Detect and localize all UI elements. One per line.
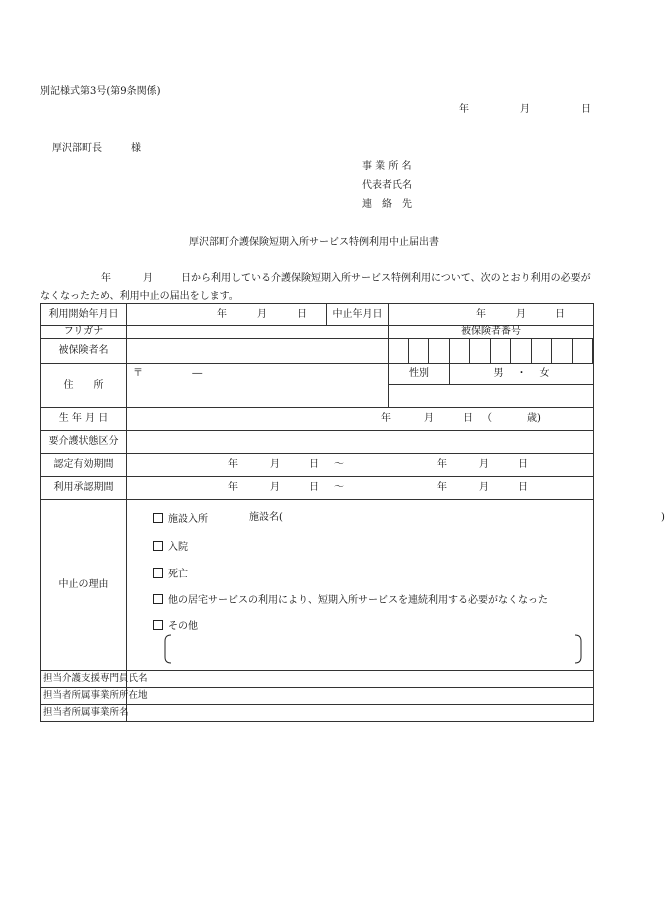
approval-from-day: 日 — [309, 482, 319, 493]
birth-day: 日 — [463, 413, 473, 424]
birth-month: 月 — [424, 413, 434, 424]
approval-to-day: 日 — [518, 482, 528, 493]
cert-period-label: 認定有効期間 — [41, 454, 127, 477]
reason-label: 中止の理由 — [41, 500, 127, 671]
age-unit: 歳) — [527, 413, 541, 424]
cert-period-field[interactable] — [127, 454, 594, 477]
facility-name-close: ) — [661, 512, 665, 523]
start-date-day: 日 — [297, 308, 307, 320]
postal-mark: 〒 — [133, 368, 143, 379]
approval-from-year: 年 — [228, 482, 238, 493]
manager-office-address-label: 担当者所属事業所所在地 — [41, 688, 127, 705]
intro-year: 年 — [101, 273, 111, 284]
row-address-top — [41, 364, 594, 385]
care-level-label: 要介護状態区分 — [41, 431, 127, 454]
checkbox-icon[interactable] — [153, 541, 163, 551]
insured-name-label: 被保険者名 — [41, 339, 127, 364]
stop-date-field[interactable] — [389, 304, 594, 326]
addressee-name: 厚沢部町長 — [52, 143, 102, 154]
reason-other-service-option[interactable] — [153, 594, 548, 606]
reason-hospital-label: 入院 — [168, 542, 188, 553]
intro-line-2: なくなったため、利用中止の届出をします。 — [40, 291, 239, 302]
gender-separator: ・ — [516, 368, 527, 379]
row-care-level — [41, 431, 594, 454]
row-birth — [41, 408, 594, 431]
number-box[interactable] — [408, 339, 429, 363]
address-blank — [389, 385, 594, 408]
address-label: 住 所 — [41, 364, 127, 408]
applicant-contact-label: 連 絡 先 — [362, 199, 412, 210]
reason-death-label: 死亡 — [168, 569, 188, 580]
manager-name-label: 担当介護支援専門員氏名 — [41, 671, 127, 688]
approval-to-year: 年 — [437, 482, 447, 493]
cert-to-day: 日 — [518, 459, 528, 470]
row-manager-name — [41, 671, 594, 688]
reason-facility-option[interactable] — [153, 513, 208, 525]
age-open-bracket: （ — [482, 413, 492, 424]
checkbox-icon[interactable] — [153, 513, 163, 523]
applicant-office-label: 事 業 所 名 — [362, 161, 412, 172]
date-day-label: 日 — [581, 104, 591, 115]
postal-dash: ― — [192, 368, 203, 379]
furigana-label: フリガナ — [41, 326, 127, 339]
approval-to-month: 月 — [479, 482, 489, 493]
number-box[interactable] — [469, 339, 490, 363]
gender-label: 性別 — [409, 368, 429, 379]
reason-hospital-option[interactable] — [153, 541, 188, 553]
cert-tilde: 〜 — [334, 459, 344, 470]
number-box[interactable] — [572, 339, 593, 363]
manager-office-name-label: 担当者所属事業所名 — [41, 705, 127, 722]
birth-field[interactable] — [127, 408, 594, 431]
document-title: 厚沢部町介護保険短期入所サービス特例利用中止届出書 — [189, 237, 439, 248]
number-box[interactable] — [428, 339, 449, 363]
reason-facility-label: 施設入所 — [168, 514, 208, 525]
form-reference: 別記様式第3号(第9条関係) — [40, 86, 161, 97]
insured-number-field[interactable] — [389, 339, 594, 364]
checkbox-icon[interactable] — [153, 594, 163, 604]
start-date-field[interactable] — [127, 304, 327, 326]
gender-male-option[interactable]: 男 — [493, 368, 504, 379]
checkbox-icon[interactable] — [153, 620, 163, 630]
row-approval-period — [41, 477, 594, 500]
row-manager-office-address — [41, 688, 594, 705]
manager-name-field[interactable] — [127, 671, 594, 688]
stop-date-day: 日 — [555, 308, 565, 320]
other-reason-bracket[interactable] — [163, 634, 583, 664]
stop-date-label: 中止年月日 — [327, 304, 389, 326]
number-box[interactable] — [510, 339, 531, 363]
insured-number-label: 被保険者番号 — [389, 326, 594, 339]
furigana-field[interactable] — [127, 326, 389, 339]
start-date-month: 月 — [257, 308, 267, 320]
gender-female-option[interactable]: 女 — [539, 368, 550, 379]
row-dates — [41, 304, 594, 326]
approval-from-month: 月 — [270, 482, 280, 493]
application-form-table — [40, 303, 665, 722]
number-box[interactable] — [551, 339, 572, 363]
cert-from-month: 月 — [270, 459, 280, 470]
reason-field — [127, 500, 665, 671]
number-box[interactable] — [490, 339, 511, 363]
date-month-label: 月 — [520, 104, 530, 115]
checkbox-icon[interactable] — [153, 568, 163, 578]
manager-office-address-field[interactable] — [127, 688, 594, 705]
intro-month: 月 — [143, 273, 153, 284]
applicant-representative-label: 代表者氏名 — [362, 180, 412, 191]
cert-to-month: 月 — [479, 459, 489, 470]
number-box[interactable] — [449, 339, 470, 363]
cert-to-year: 年 — [437, 459, 447, 470]
stop-date-month: 月 — [516, 308, 526, 320]
approval-period-label: 利用承認期間 — [41, 477, 127, 500]
intro-line-1: 日から利用している介護保険短期入所サービス特例利用について、次のとおり利用の必要が — [181, 273, 591, 284]
reason-death-option[interactable] — [153, 568, 188, 580]
insured-name-field[interactable] — [127, 339, 389, 364]
birth-year: 年 — [381, 413, 391, 424]
reason-other-label: その他 — [168, 621, 198, 632]
gender-field[interactable] — [389, 364, 594, 385]
row-cert-period — [41, 454, 594, 477]
reason-other-option[interactable] — [153, 620, 198, 632]
reason-other-service-label: 他の居宅サービスの利用により、短期入所サービスを連続利用する必要がなくなった — [168, 595, 548, 606]
care-level-field[interactable] — [127, 431, 594, 454]
start-date-label: 利用開始年月日 — [41, 304, 127, 326]
row-manager-office-name — [41, 705, 594, 722]
date-year-label: 年 — [459, 104, 469, 115]
start-date-year: 年 — [217, 308, 227, 320]
address-field[interactable] — [127, 364, 389, 408]
row-reason — [41, 500, 594, 671]
approval-tilde: 〜 — [334, 482, 344, 493]
row-insured-name — [41, 339, 594, 364]
number-box[interactable] — [531, 339, 552, 363]
cert-from-day: 日 — [309, 459, 319, 470]
approval-period-field[interactable] — [127, 477, 594, 500]
addressee-honorific: 様 — [131, 143, 141, 154]
row-furigana — [41, 326, 594, 339]
manager-office-name-field[interactable] — [127, 705, 594, 722]
stop-date-year: 年 — [476, 308, 486, 320]
birth-label: 生 年 月 日 — [41, 408, 127, 431]
facility-name-label: 施設名( — [249, 512, 283, 523]
cert-from-year: 年 — [228, 459, 238, 470]
